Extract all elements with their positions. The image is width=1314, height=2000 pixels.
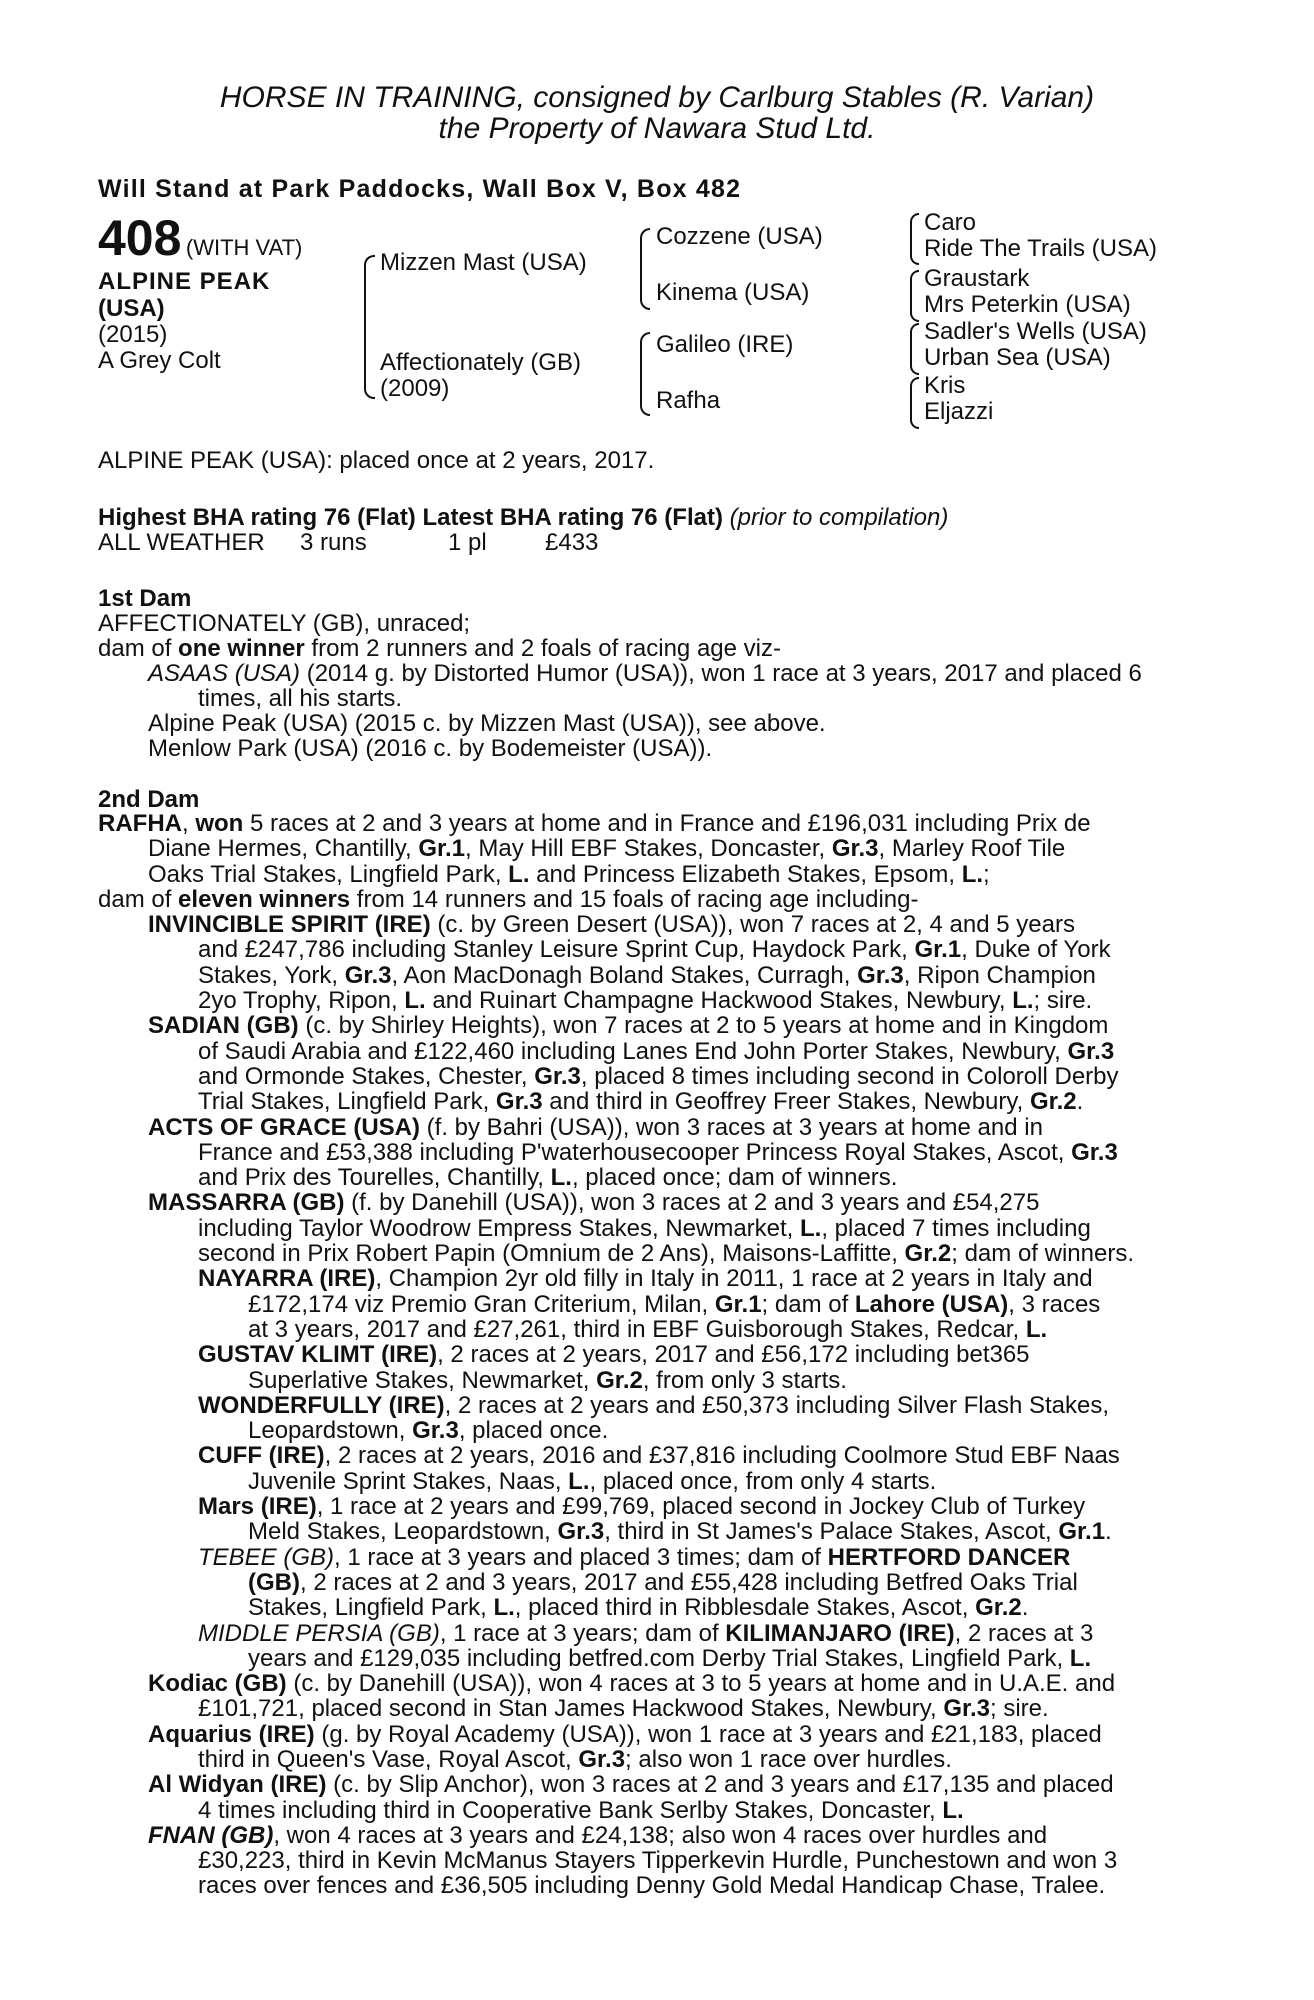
vat-note: (WITH VAT) — [185, 235, 303, 260]
text: (2014 g. by Distorted Humor (USA)), won 1 race at 3 years, 2017 and placed 6 — [300, 660, 1142, 687]
aw-label: ALL WEATHER — [98, 529, 265, 556]
second-dam-line: 4 times including third in Cooperative Bank Serlby Stakes, Doncaster, L. — [198, 1796, 964, 1824]
pedigree-brace-1 — [910, 213, 919, 265]
aw-placed: 1 pl — [448, 529, 487, 556]
second-dam-line: MASSARRA (GB) (f. by Danehill (USA)), won 3 races at 2 and 3 years and £54,275 — [148, 1189, 1040, 1217]
second-dam-line: 2yo Trophy, Ripon, L. and Ruinart Champagne Hackwood Stakes, Newbury, L.; sire. — [198, 987, 1093, 1015]
emphasis-text: ACTS OF GRACE (USA) — [148, 1113, 420, 1141]
emphasis-text — [148, 1822, 273, 1849]
pedigree-sss: Caro — [924, 209, 977, 236]
pedigree-sds: Graustark — [924, 265, 1030, 292]
emphasis-text: L. — [508, 860, 530, 888]
emphasis-text: eleven winners — [178, 885, 351, 913]
emphasis-text: Gr.3 — [344, 961, 392, 989]
offspring-name: ASAAS (USA) — [148, 660, 301, 687]
second-dam-line: Leopardstown, Gr.3, placed once. — [248, 1417, 609, 1445]
second-dam-line: SADIAN (GB) (c. by Shirley Heights), won 7 races at 2 to 5 years at home and in Kingdom — [148, 1012, 1109, 1040]
lot-number: 408 — [98, 210, 182, 266]
second-dam-line: Trial Stakes, Lingfield Park, Gr.3 and third in Geoffrey Freer Stakes, Newbury, Gr.2. — [198, 1088, 1084, 1116]
second-dam-line: Stakes, Lingfield Park, L., placed third in Ribblesdale Stakes, Ascot, Gr.2. — [248, 1594, 1029, 1622]
emphasis-text: Mars (IRE) — [198, 1493, 317, 1521]
emphasis-text: MASSARRA (GB) — [148, 1189, 345, 1217]
emphasis-text: Gr.1 — [714, 1290, 762, 1318]
second-dam-line: dam of eleven winners from 14 runners and 15 foals of racing age including- — [98, 885, 919, 913]
emphasis-text: L. — [800, 1214, 822, 1242]
pedigree-sire: Mizzen Mast (USA) — [380, 249, 587, 276]
emphasis-text: Gr.3 — [534, 1062, 581, 1090]
second-dam-line: and Prix des Tourelles, Chantilly, L., placed once; dam of winners. — [198, 1164, 898, 1192]
pedigree-sire-dam: Kinema (USA) — [656, 279, 810, 306]
emphasis-text: Gr.3 — [578, 1745, 626, 1773]
emphasis-text: Lahore (USA) — [854, 1290, 1009, 1318]
emphasis-text: Aquarius (IRE) — [148, 1720, 315, 1748]
second-dam-line: and Ormonde Stakes, Chester, Gr.3, placed 8 times including second in Coloroll Derby — [198, 1062, 1119, 1090]
rating-note: (prior to compilation) — [729, 504, 949, 531]
emphasis-text: SADIAN (GB) — [148, 1012, 299, 1040]
second-dam-line: FNAN (GB), won 4 races at 3 years and £24,138; also won 4 races over hurdles and — [148, 1821, 1048, 1849]
pedigree-dds: Kris — [924, 372, 966, 399]
horse-year: (2015) — [98, 321, 168, 348]
second-dam-line: GUSTAV KLIMT (IRE), 2 races at 2 years, 2017 and £56,172 including bet365 — [198, 1341, 1030, 1369]
second-dam-line: and £247,786 including Stanley Leisure Sprint Cup, Haydock Park, Gr.1, Duke of York — [198, 936, 1111, 964]
text: dam of — [98, 635, 179, 662]
second-dam-line: Al Widyan (IRE) (c. by Slip Anchor), won 3 races at 2 and 3 years and £17,135 and placed — [148, 1771, 1114, 1799]
pedigree-brace-sire — [640, 228, 650, 310]
second-dam-line: CUFF (IRE), 2 races at 2 years, 2016 and £37,816 including Coolmore Stud EBF Naas — [198, 1442, 1120, 1470]
second-dam-line: Kodiac (GB) (c. by Danehill (USA)), won 4 races at 3 to 5 years at home and in U.A.E. and — [148, 1670, 1116, 1698]
pedigree-brace-2 — [910, 270, 919, 322]
first-dam-line-1: AFFECTIONATELY (GB), unraced; — [98, 610, 471, 637]
first-dam-offspring-1-cont: times, all his starts. — [198, 685, 403, 712]
second-dam-line: RAFHA, won 5 races at 2 and 3 years at home and in France and £196,031 including Prix de — [98, 810, 1091, 837]
second-dam-line: £172,174 viz Premio Gran Criterium, Milan, Gr.1; dam of Lahore (USA), 3 races — [248, 1290, 1101, 1318]
pedigree-sire-sire: Cozzene (USA) — [656, 223, 823, 250]
emphasis-text: CUFF (IRE) — [198, 1442, 325, 1470]
second-dam-line: Mars (IRE), 1 race at 2 years and £99,769, placed second in Jockey Club of Turkey — [198, 1493, 1086, 1521]
text: from 2 runners and 2 foals of racing age viz- — [304, 635, 781, 662]
emphasis-text: Gr.2 — [904, 1240, 952, 1268]
pedigree-dam-dam: Rafha — [656, 387, 721, 414]
emphasis-text: L. — [1025, 1315, 1048, 1343]
second-dam-line: Meld Stakes, Leopardstown, Gr.3, third in St James's Palace Stakes, Ascot, Gr.1. — [248, 1518, 1112, 1546]
emphasis-text: (GB) — [248, 1568, 300, 1596]
second-dam-line: Oaks Trial Stakes, Lingfield Park, L. and Princess Elizabeth Stakes, Epsom, L.; — [148, 860, 990, 888]
emphasis-text: FNAN (GB) — [148, 1821, 274, 1849]
header-line-1: HORSE IN TRAINING, consigned by Carlburg Stables (R. Varian) — [219, 81, 1095, 114]
second-dam-line: INVINCIBLE SPIRIT (IRE) (c. by Green Desert (USA)), won 7 races at 2, 4 and 5 years — [148, 911, 1075, 939]
second-dam-line: NAYARRA (IRE), Champion 2yr old filly in Italy in 2011, 1 race at 2 years in Italy and — [198, 1265, 1093, 1293]
second-dam-line: Diane Hermes, Chantilly, Gr.1, May Hill EBF Stakes, Doncaster, Gr.3, Marley Roof Tile — [148, 835, 1066, 863]
rating-text: Highest BHA rating 76 (Flat) Latest BHA rating 76 (Flat) — [98, 504, 723, 531]
pedigree-dsd: Urban Sea (USA) — [924, 344, 1111, 371]
header-line-2: the Property of Nawara Stud Ltd. — [438, 112, 876, 145]
emphasis-text: NAYARRA (IRE) — [198, 1265, 376, 1293]
emphasis-text: L. — [493, 1594, 515, 1622]
rating-line — [98, 505, 948, 531]
second-dam-line: £101,721, placed second in Stan James Hackwood Stakes, Newbury, Gr.3; sire. — [198, 1695, 1049, 1723]
emphasis-text: INVINCIBLE SPIRIT (IRE) — [148, 911, 431, 939]
horse-country: (USA) — [98, 295, 165, 322]
emphasis-text: L. — [550, 1164, 572, 1192]
emphasis-text: Gr.3 — [495, 1088, 543, 1116]
second-dam-line: third in Queen's Vase, Royal Ascot, Gr.3; also won 1 race over hurdles. — [198, 1745, 952, 1773]
first-dam-offspring-1 — [148, 661, 1142, 687]
second-dam-heading: 2nd Dam — [98, 786, 200, 813]
lot-block — [98, 212, 302, 264]
second-dam-line: WONDERFULLY (IRE), 2 races at 2 years and £50,373 including Silver Flash Stakes, — [198, 1391, 1110, 1419]
second-dam-line: ACTS OF GRACE (USA) (f. by Bahri (USA)), won 3 races at 3 years at home and in — [148, 1113, 1043, 1141]
second-dam-line: Stakes, York, Gr.3, Aon MacDonagh Boland Stakes, Curragh, Gr.3, Ripon Champion — [198, 961, 1096, 989]
second-dam-line: Juvenile Sprint Stakes, Naas, L., placed once, from only 4 starts. — [248, 1467, 937, 1495]
second-dam-body — [98, 811, 1208, 1899]
emphasis-text: L. — [568, 1467, 590, 1495]
emphasis-text: L. — [961, 860, 984, 888]
emphasis-text: Gr.3 — [412, 1417, 459, 1445]
first-dam-offspring-3: Menlow Park (USA) (2016 c. by Bodemeister (USA)). — [148, 735, 713, 762]
stand-location: Will Stand at Park Paddocks, Wall Box V, Box 482 — [98, 175, 742, 203]
second-dam-line: France and £53,388 including P'waterhousecooper Princess Royal Stakes, Ascot, Gr.3 — [198, 1138, 1118, 1166]
pedigree-dam-sire: Galileo (IRE) — [656, 331, 794, 358]
pedigree-dss: Sadler's Wells (USA) — [924, 318, 1147, 345]
pedigree-brace-main — [364, 255, 375, 399]
emphasis-text: Gr.1 — [1058, 1518, 1106, 1546]
emphasis-text: Gr.2 — [1029, 1088, 1077, 1116]
pedigree-dam-year: (2009) — [380, 375, 450, 402]
emphasis-text: Kodiac (GB) — [148, 1670, 287, 1698]
emphasis-text: Gr.3 — [1067, 1037, 1115, 1065]
emphasis-text: Gr.2 — [596, 1366, 643, 1394]
emphasis-text: WONDERFULLY (IRE) — [198, 1391, 445, 1419]
first-dam-heading: 1st Dam — [98, 585, 192, 612]
emphasis-text: Al Widyan (IRE) — [148, 1771, 327, 1799]
emphasis-text: Gr.3 — [943, 1695, 991, 1723]
second-dam-line: £30,223, third in Kevin McManus Stayers Tipperkevin Hurdle, Punchestown and won 3 — [198, 1847, 1118, 1875]
pedigree-ddd: Eljazzi — [924, 398, 994, 425]
pedigree-sdd: Mrs Peterkin (USA) — [924, 291, 1131, 318]
emphasis-text: RAFHA — [98, 810, 182, 837]
second-dam-line: TEBEE (GB), 1 race at 3 years and placed 3 times; dam of HERTFORD DANCER — [198, 1543, 1071, 1571]
emphasis-text: won — [195, 810, 244, 837]
emphasis-text: Gr.2 — [975, 1594, 1022, 1622]
emphasis-text: L. — [942, 1796, 964, 1824]
pedigree-dam: Affectionately (GB) — [380, 349, 581, 376]
race-summary: ALPINE PEAK (USA): placed once at 2 years, 2017. — [98, 447, 655, 474]
winners-count: one winner — [178, 635, 305, 662]
second-dam-line: including Taylor Woodrow Empress Stakes, Newmarket, L., placed 7 times including — [198, 1214, 1091, 1242]
first-dam-line-2 — [98, 636, 781, 662]
emphasis-text: L. — [404, 987, 426, 1015]
second-dam-line: years and £129,035 including betfred.com Derby Trial Stakes, Lingfield Park, L. — [248, 1644, 1092, 1672]
emphasis-text: Gr.3 — [557, 1518, 605, 1546]
pedigree-ssd: Ride The Trails (USA) — [924, 235, 1157, 262]
emphasis-text: KILIMANJARO (IRE) — [725, 1619, 955, 1647]
emphasis-text: GUSTAV KLIMT (IRE) — [198, 1341, 438, 1369]
horse-name: ALPINE PEAK — [98, 268, 271, 295]
second-dam-line: Aquarius (IRE) (g. by Royal Academy (USA)), won 1 race at 3 years and £21,183, placed — [148, 1720, 1102, 1748]
emphasis-text: Gr.3 — [857, 961, 904, 989]
emphasis-text: MIDDLE PERSIA (GB) — [198, 1619, 440, 1647]
emphasis-text: Gr.3 — [831, 835, 879, 863]
pedigree-brace-4 — [910, 377, 919, 429]
aw-runs: 3 runs — [300, 529, 367, 556]
emphasis-text: HERTFORD DANCER — [827, 1543, 1071, 1571]
emphasis-text: L. — [1012, 987, 1034, 1015]
second-dam-line: of Saudi Arabia and £122,460 including Lanes End John Porter Stakes, Newbury, Gr.3 — [198, 1037, 1115, 1065]
pedigree-brace-dam — [640, 332, 650, 416]
second-dam-line: second in Prix Robert Papin (Omnium de 2 Ans), Maisons-Laffitte, Gr.2; dam of winners. — [198, 1240, 1134, 1268]
second-dam-line: Superlative Stakes, Newmarket, Gr.2, from only 3 starts. — [248, 1366, 847, 1394]
emphasis-text: Gr.1 — [914, 936, 962, 964]
emphasis-text: L. — [1069, 1644, 1092, 1672]
second-dam-line: races over fences and £36,505 including Denny Gold Medal Handicap Chase, Tralee. — [198, 1872, 1106, 1900]
second-dam-line: at 3 years, 2017 and £27,261, third in EBF Guisborough Stakes, Redcar, L. — [248, 1315, 1048, 1343]
pedigree-brace-3 — [910, 323, 919, 375]
emphasis-text: Gr.3 — [1071, 1138, 1118, 1166]
second-dam-line: (GB), 2 races at 2 and 3 years, 2017 and £55,428 including Betfred Oaks Trial — [248, 1568, 1078, 1596]
aw-money: £433 — [545, 529, 599, 556]
emphasis-text: TEBEE (GB) — [198, 1543, 335, 1571]
first-dam-offspring-2: Alpine Peak (USA) (2015 c. by Mizzen Mast (USA)), see above. — [148, 710, 826, 737]
second-dam-line: MIDDLE PERSIA (GB), 1 race at 3 years; dam of KILIMANJARO (IRE), 2 races at 3 — [198, 1619, 1094, 1647]
emphasis-text: Gr.1 — [418, 835, 466, 863]
horse-description: A Grey Colt — [98, 347, 221, 374]
